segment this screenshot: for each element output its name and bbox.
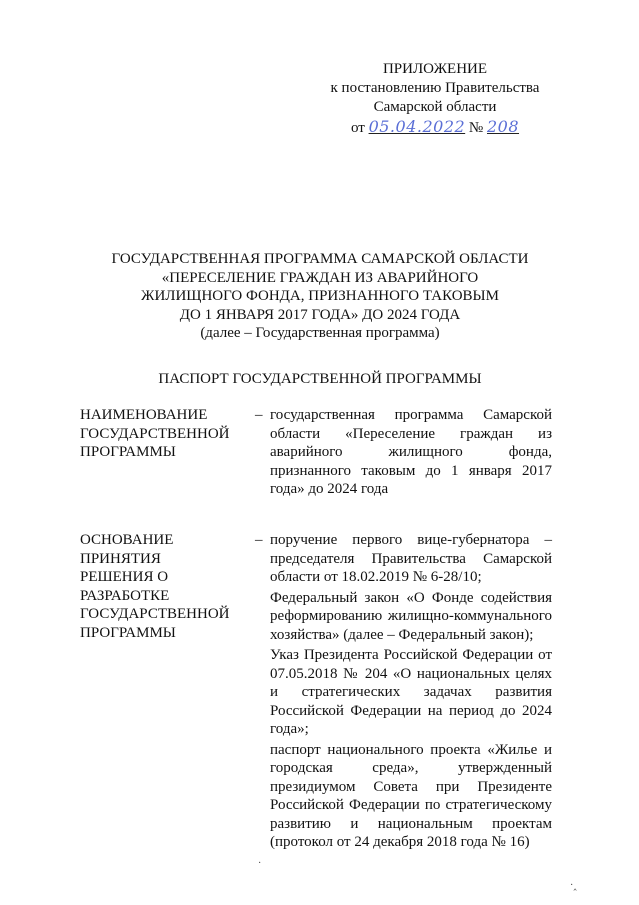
scan-speck: ·‸ [570, 880, 577, 891]
label-line: ПРОГРАММЫ [80, 624, 176, 641]
value-paragraph: поручение первого вице-губернатора – председателя Правительства Самарской области от 18.02.2019 № 6-28/10; [270, 532, 552, 585]
label-line: ПРИНЯТИЯ [80, 550, 161, 567]
title-line: ГОСУДАРСТВЕННАЯ ПРОГРАММА САМАРСКОЙ ОБЛАСТИ [111, 251, 529, 267]
title-line: ДО 1 ЯНВАРЯ 2017 ГОДА» ДО 2024 ГОДА [179, 306, 461, 323]
label-line: НАИМЕНОВАНИЕ [80, 407, 208, 423]
appendix-block [300, 60, 570, 138]
appendix-label: ПРИЛОЖЕНИЕ [382, 61, 488, 77]
value-paragraph: Указ Президента Российской Федерации от 07.05.2018 № 204 «О национальных целях и стратегических задачах развития Российской Федерации на период до 2024 года»; [270, 647, 552, 737]
title-line: ЖИЛИЩНОГО ФОНДА, ПРИЗНАННОГО ТАКОВЫМ [141, 288, 499, 304]
label-line: ГОСУДАРСТВЕННОЙ [80, 425, 230, 442]
label-line: ГОСУДАРСТВЕННОЙ [80, 606, 230, 622]
row-dash: – [255, 532, 263, 548]
value-paragraph: Федеральный закон «О Фонде содействия реформированию жилищно-коммунального хозяйства» (далее – Федеральный закон); [270, 589, 552, 643]
label-line: РЕШЕНИЯ О [80, 569, 169, 585]
appendix-region-line: Самарской области [373, 99, 497, 115]
scan-speck: · [258, 858, 262, 869]
row-value [270, 531, 552, 854]
value-paragraph: государственная программа Самарской области «Переселение граждан из аварийного жилищного фонда, признанного таковым до 1 января 2017 года» до 2024 года [270, 407, 552, 497]
row-label [80, 531, 255, 642]
title-note: (далее – Государственная программа) [200, 325, 440, 341]
label-line: ОСНОВАНИЕ [80, 532, 174, 548]
title-line: «ПЕРЕСЕЛЕНИЕ ГРАЖДАН ИЗ АВАРИЙНОГО [161, 269, 479, 286]
handwritten-number: 208 [486, 117, 520, 136]
label-line: РАЗРАБОТКЕ [80, 587, 170, 604]
row-value [270, 406, 552, 501]
passport-heading: ПАСПОРТ ГОСУДАРСТВЕННОЙ ПРОГРАММЫ [158, 371, 482, 387]
date-prefix: от [350, 120, 365, 136]
row-label [80, 406, 255, 462]
appendix-date-line [300, 117, 570, 138]
value-paragraph: паспорт национального проекта «Жилье и городская среда», утвержденный президиумом Совета при Президенте Российской Федерации по стратегическому развитию и национальным проектам (протокол от 24 декабря 2018 года № 16) [270, 741, 552, 850]
appendix-decree-line: к постановлению Правительства [330, 80, 540, 96]
program-title [60, 250, 580, 343]
handwritten-date: 05.04.2022 [368, 117, 466, 136]
label-line: ПРОГРАММЫ [80, 444, 176, 460]
row-dash: – [255, 407, 263, 423]
number-prefix: № [468, 120, 484, 136]
